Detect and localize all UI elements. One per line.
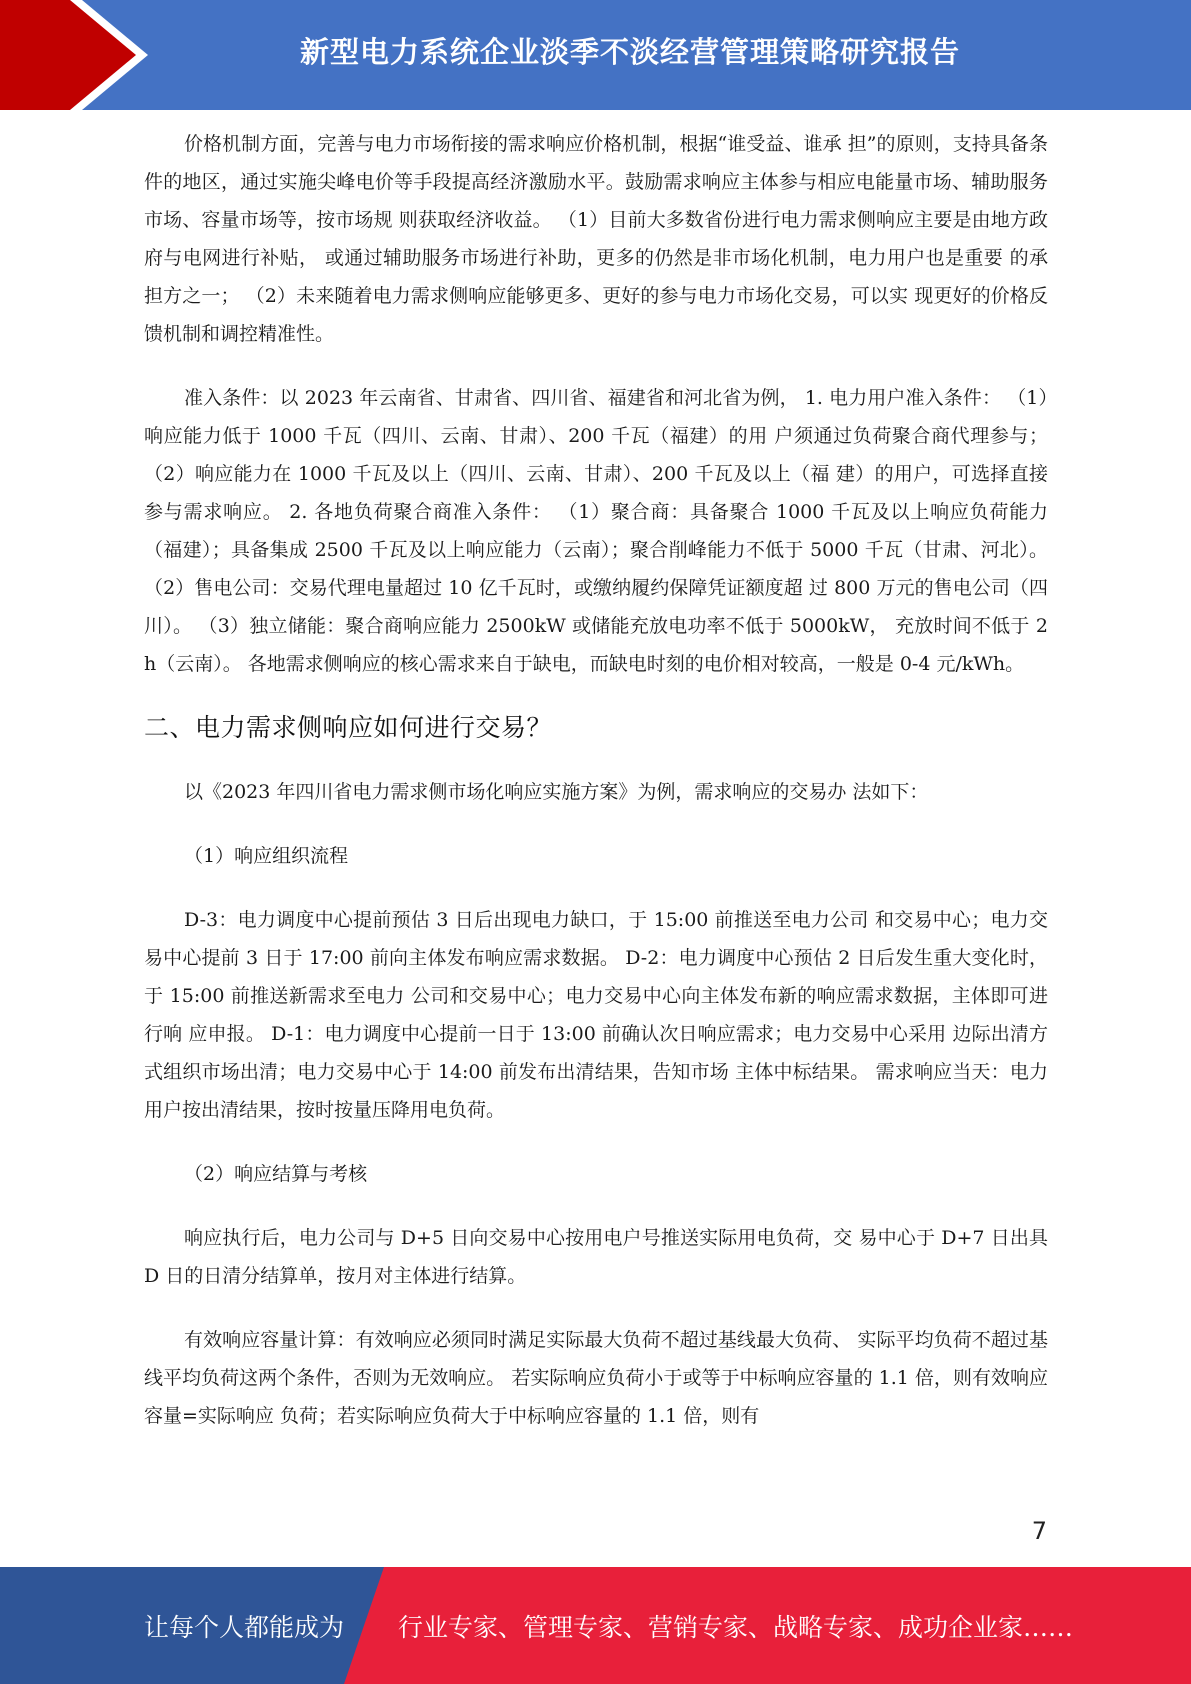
report-title: 新型电力系统企业淡季不淡经营管理策略研究报告 [299,34,960,69]
paragraph-settlement: 响应执行后，电力公司与 D+5 日向交易中心按用电户号推送实际用电负荷，交 易中心于 D+7 日出具 D 日的日清分结算单，按月对主体进行结算。 [144,1227,1048,1287]
page-footer [0,1567,1191,1684]
footer-slogan-right: 行业专家、管理专家、营销专家、战略专家、成功企业家…… [398,1612,1074,1642]
paragraph-process-timeline: D-3：电力调度中心提前预估 3 日后出现电力缺口，于 15:00 前推送至电力公司 和交易中心；电力交易中心提前 3 日于 17:00 前向主体发布响应需求数据。 D-2：电力调度中心预估 2 日后发生重大变化时，于 15:00 前推送新需求至电力 公司和交易中心；电力交易中心向主体发布新的响应需求数据，主体即可进行响 应申报。 D-1：电力调度中心提前一日于 13:00 前确认次日响应需求；电力交易中心采用 边际出清方式组织市场出清；电力交易中心于 14:00 前发布出清结果，告知市场 主体中标结果。 需求响应当天：电力用户按出清结果，按时按量压降用电负荷。 [144,909,1048,1121]
subheading-settlement: （2）响应结算与考核 [184,1163,368,1185]
document-body [144,125,1048,1435]
paragraph-access-conditions: 准入条件：以 2023 年云南省、甘肃省、四川省、福建省和河北省为例， 1. 电力用户准入条件： （1）响应能力低于 1000 千瓦（四川、云南、甘肃）、200 千瓦（福建）的用 户须通过负荷聚合商代理参与； （2）响应能力在 1000 千瓦及以上（四川、云南、甘肃）、200 千瓦及以上（福 建）的用户，可选择直接参与需求响应。 2. 各地负荷聚合商准入条件： （1）聚合商：具备聚合 1000 千瓦及以上响应负荷能力（福建）；具备集成 2500 千瓦及以上响应能力（云南）；聚合削峰能力不低于 5000 千瓦（甘肃、河北）。 （2）售电公司：交易代理电量超过 10 亿千瓦时，或缴纳履约保障凭证额度超 过 800 万元的售电公司（四川）。 （3）独立储能：聚合商响应能力 2500kW 或储能充放电功率不低于 5000kW， 充放时间不低于 2h（云南）。 各地需求侧响应的核心需求来自于缺电，而缺电时刻的电价相对较高，一般是 0-4 元/kWh。 [144,387,1048,675]
section-heading: 二、电力需求侧响应如何进行交易？ [144,713,553,742]
page-number: 7 [1031,1517,1047,1545]
paragraph-trading-intro: 以《2023 年四川省电力需求侧市场化响应实施方案》为例，需求响应的交易办 法如下： [184,781,929,803]
page-header [0,0,1191,110]
subheading-response-process: （1）响应组织流程 [184,845,349,867]
paragraph-price-mechanism: 价格机制方面，完善与电力市场衔接的需求响应价格机制，根据“谁受益、谁承 担”的原则，支持具备条件的地区，通过实施尖峰电价等手段提高经济激励水平。鼓励需求响应主体参与相应电能量市场、辅助服务市场、容量市场等，按市场规 则获取经济收益。 （1）目前大多数省份进行电力需求侧响应主要是由地方政府与电网进行补贴， 或通过辅助服务市场进行补助，更多的仍然是非市场化机制，电力用户也是重要 的承担方之一； （2）未来随着电力需求侧响应能够更多、更好的参与电力市场化交易，可以实 现更好的价格反馈机制和调控精准性。 [144,133,1048,345]
paragraph-effective-capacity: 有效响应容量计算：有效响应必须同时满足实际最大负荷不超过基线最大负荷、 实际平均负荷不超过基线平均负荷这两个条件，否则为无效响应。 若实际响应负荷小于或等于中标响应容量的 1.1 倍，则有效响应容量=实际响应 负荷；若实际响应负荷大于中标响应容量的 1.1 倍，则有 [144,1329,1048,1427]
footer-slogan-left: 让每个人都能成为 [144,1612,345,1642]
